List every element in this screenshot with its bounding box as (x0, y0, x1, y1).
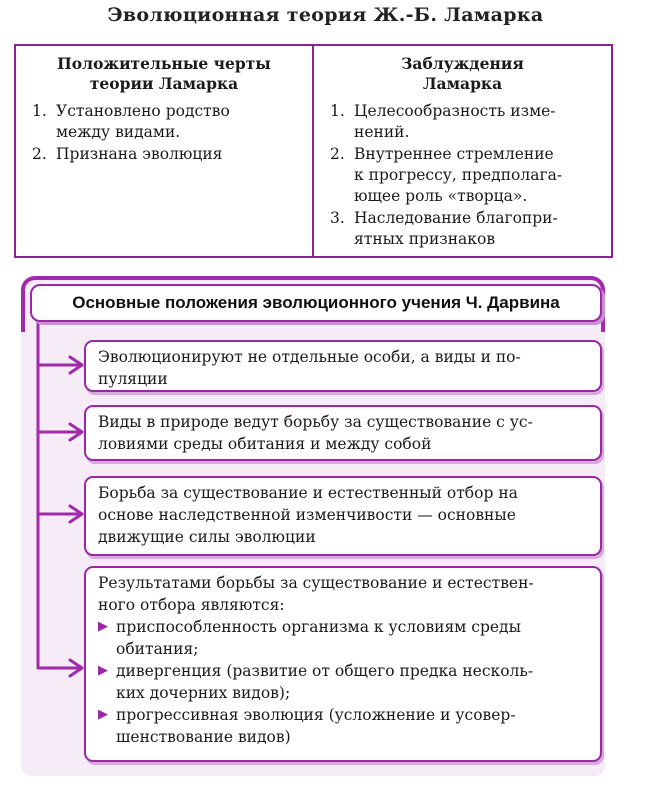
point-text: Результатами борьбы за существование и естествен- ного отбора являются: (98, 574, 534, 614)
item-text: Признана эволюция (56, 145, 223, 163)
result-bullet (98, 704, 590, 748)
item-text: Наследование благопри- ятных признаков (354, 209, 558, 248)
result-bullet (98, 616, 590, 660)
darwin-point-4 (84, 566, 602, 762)
item-number: 1. (32, 102, 47, 120)
darwin-point-2 (84, 405, 602, 461)
triangle-bullet-icon: ▶ (98, 663, 108, 678)
darwin-heading: Основные положения эволюционного учения Ч. Дарвина (30, 284, 602, 322)
item-text: Установлено родство между видами. (56, 102, 230, 141)
item-text: Целесообразность изме- нений. (354, 102, 556, 141)
darwin-point-1 (84, 340, 602, 392)
triangle-bullet-icon: ▶ (98, 619, 108, 634)
item-number: 2. (32, 145, 47, 163)
positive-traits-heading: Положительные черты теории Ламарка (57, 54, 271, 93)
item-text: Внутреннее стремление к прогрессу, предполага- ющее роль «творца». (354, 145, 563, 205)
bullet-text: приспособленность организма к условиям среды обитания; (116, 618, 521, 658)
darwin-point-3 (84, 476, 602, 556)
item-number: 2. (330, 145, 345, 163)
point-text: Борьба за существование и естественный отбор на основе наследственной изменчивости — основные движущие силы эволюции (98, 484, 518, 546)
point-text: Виды в природе ведут борьбу за существование с ус- ловиями среды обитания и между собой (98, 413, 533, 453)
bullet-text: прогрессивная эволюция (усложнение и усовер- шенствование видов) (116, 706, 516, 746)
errors-heading: Заблуждения Ламарка (401, 54, 524, 93)
page-title: Эволюционная теория Ж.-Б. Ламарка (107, 4, 544, 26)
result-bullet (98, 660, 590, 704)
item-number: 1. (330, 102, 345, 120)
point-text: Эволюционируют не отдельные особи, а виды и по- пуляции (98, 348, 521, 388)
bullet-text: дивергенция (развитие от общего предка несколь- ких дочерних видов); (116, 662, 534, 702)
item-number: 3. (330, 209, 345, 227)
triangle-bullet-icon: ▶ (98, 707, 108, 722)
